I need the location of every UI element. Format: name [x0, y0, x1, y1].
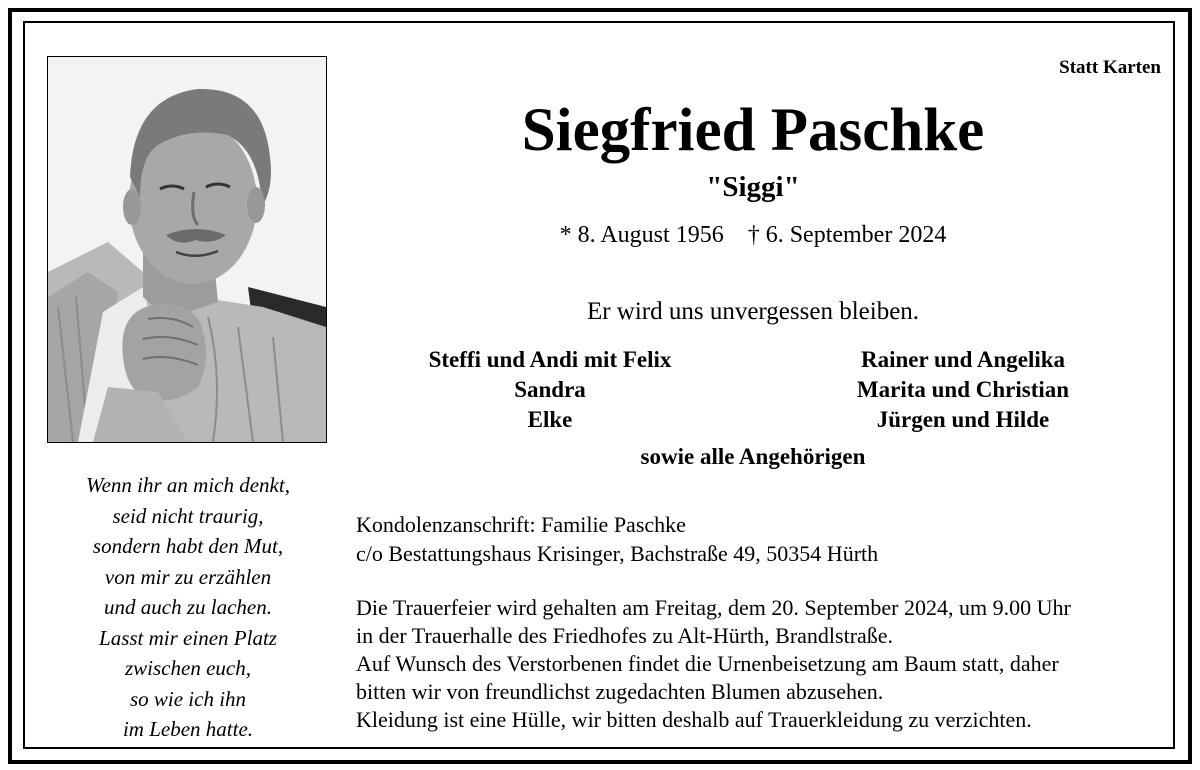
poem-line: so wie ich ihn — [129, 686, 247, 711]
poem-line: seid nicht traurig, — [112, 503, 264, 528]
portrait-photo — [47, 56, 327, 443]
statt-karten-label: Statt Karten — [1059, 57, 1161, 78]
ceremony-line: in der Trauerhalle des Friedhofes zu Alt-Hürth, Brandlstraße. — [356, 623, 894, 648]
condolence-address — [356, 510, 878, 568]
poem-line: zwischen euch, — [125, 656, 251, 680]
death-date: † 6. September 2024 — [747, 222, 947, 248]
mourner-entry: Steffi und Andi mit Felix — [428, 347, 672, 372]
ceremony-line: Auf Wunsch des Verstorbenen findet die Urnenbeisetzung am Baum statt, daher — [356, 651, 1059, 676]
mourners-right — [803, 345, 1123, 435]
mourner-entry: Sandra — [514, 377, 586, 402]
ceremony-line: Die Trauerfeier wird gehalten am Freitag, dem 20. September 2024, um 9.00 Uhr — [356, 595, 1071, 620]
all-relatives: sowie alle Angehörigen — [640, 444, 866, 469]
mourner-entry: Jürgen und Hilde — [876, 407, 1050, 432]
outer-border — [8, 8, 1192, 764]
life-dates — [343, 220, 1163, 250]
deceased-name: Siegfried Paschke — [521, 97, 985, 164]
mourners-left — [390, 345, 710, 435]
deceased-nickname: "Siggi" — [706, 171, 800, 203]
mourner-entry: Marita und Christian — [856, 377, 1070, 402]
poem-line: im Leben hatte. — [122, 717, 254, 741]
poem-line: sondern habt den Mut, — [92, 534, 284, 558]
ceremony-line: bitten wir von freundlichst zugedachten Blumen abzusehen. — [356, 679, 884, 704]
mourner-entry: Elke — [527, 407, 573, 432]
condolence-line: c/o Bestattungshaus Krisinger, Bachstraße 49, 50354 Hürth — [356, 541, 879, 566]
motto: Er wird uns unvergessen bleiben. — [586, 298, 920, 325]
inner-border — [23, 21, 1175, 749]
birth-date: * 8. August 1956 — [559, 222, 724, 248]
ceremony-line: Kleidung ist eine Hülle, wir bitten deshalb auf Trauerkleidung zu verzichten. — [356, 707, 1032, 732]
condolence-line: Kondolenzanschrift: Familie Paschke — [356, 512, 686, 537]
poem-line: Wenn ihr an mich denkt, — [86, 473, 290, 497]
poem-line: und auch zu lachen. — [104, 595, 272, 619]
mourner-entry: Rainer und Angelika — [860, 347, 1066, 372]
ceremony-info — [356, 594, 1071, 734]
poem-line: von mir zu erzählen — [104, 564, 272, 589]
poem — [47, 470, 329, 745]
poem-line: Lasst mir einen Platz — [99, 625, 277, 650]
